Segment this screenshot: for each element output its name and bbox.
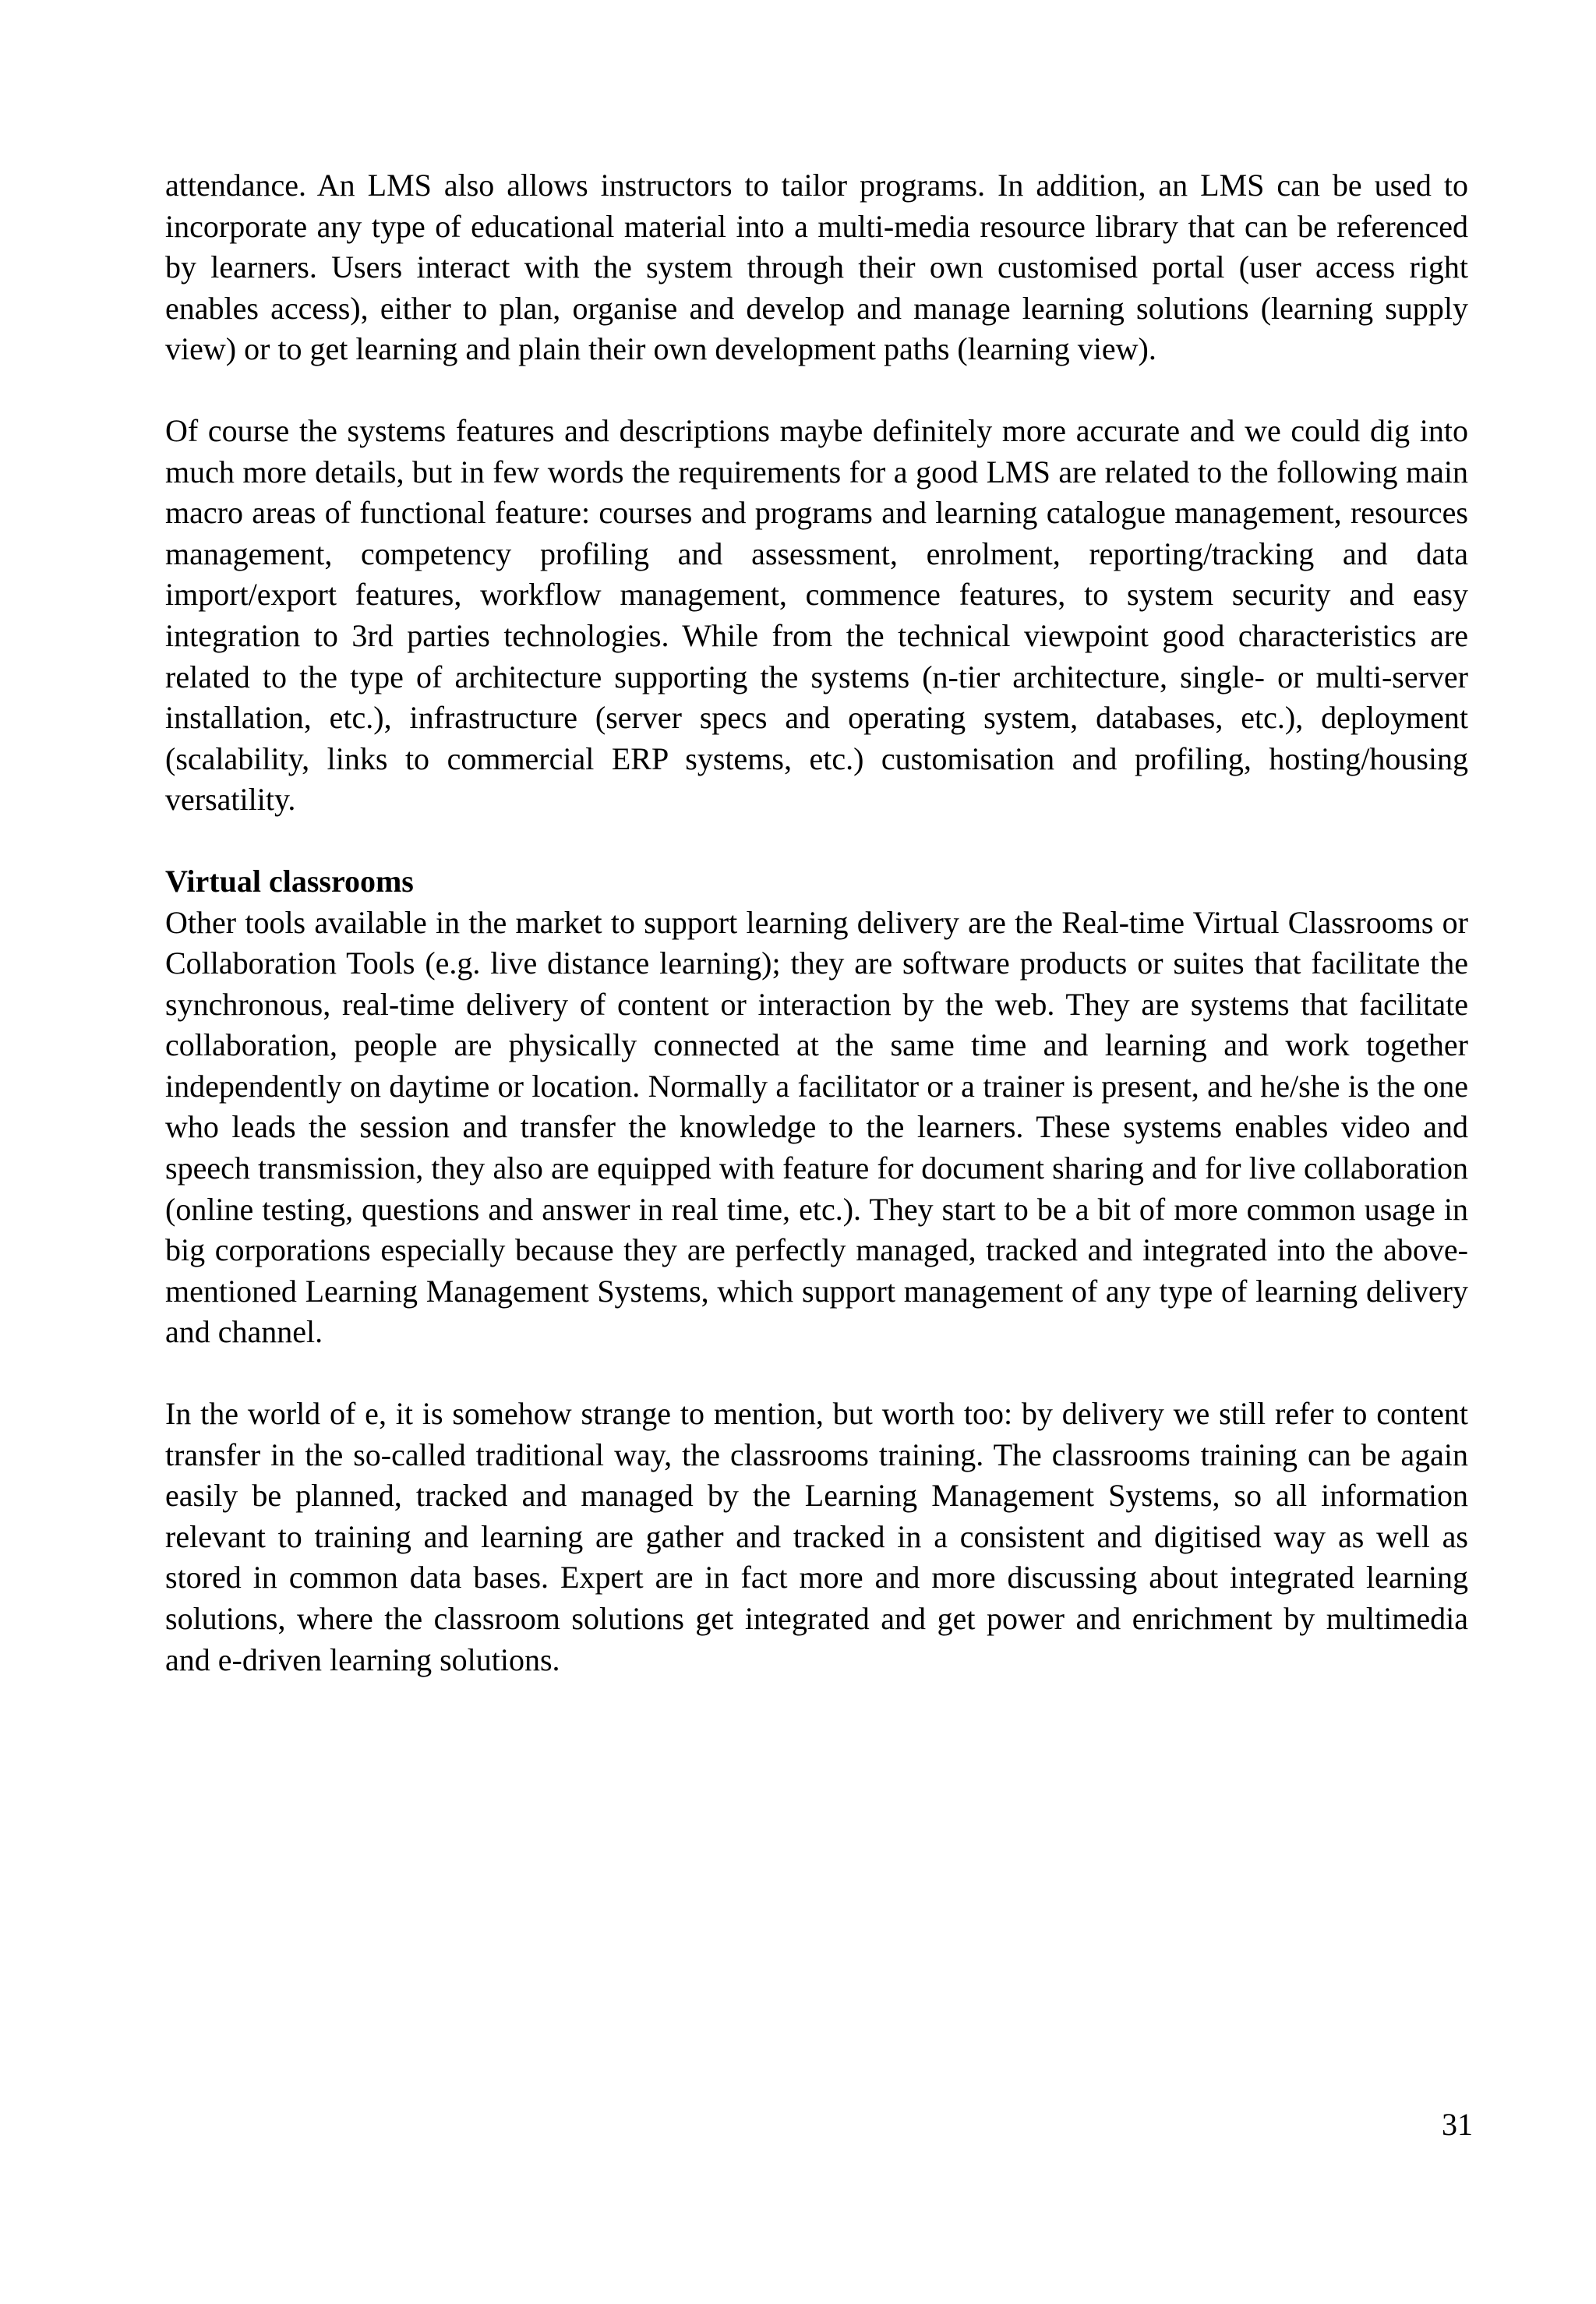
- paragraph-lms-requirements: Of course the systems features and descriptions maybe definitely more accurate and we could dig into much more details, but in few words the requirements for a good LMS are related to the following main macro areas of functional feature: courses and programs and learning catalogue management, resources management, competency profiling and assessment, enrolment, reporting/tracking and data import/export features, workflow management, commence features, to system security and easy integration to 3rd parties technologies. While from the technical viewpoint good characteristics are related to the type of architecture supporting the systems (n-tier architecture, single- or multi-server installation, etc.), infrastructure (server specs and operating system, databases, etc.), deployment (scalability, links to commercial ERP systems, etc.) customisation and profiling, hosting/housing versatility.: [165, 412, 1468, 818]
- paragraph-virtual-classrooms: Other tools available in the market to support learning delivery are the Real-time Virtual Classrooms or Collaboration Tools (e.g. live distance learning); they are software products or suites that facilitate the synchronous, real-time delivery of content or interaction by the web. They are systems that facilitate collaboration, people are physically connected at the same time and learning and work together independently on daytime or location. Normally a facilitator or a trainer is present, and he/she is the one who leads the session and transfer the knowledge to the learners. These systems enables video and speech transmission, they also are equipped with feature for document sharing and for live collaboration (online testing, questions and answer in real time, etc.). They start to be a bit of more common usage in big corporations especially because they are perfectly managed, tracked and integrated into the above-mentioned Learning Management Systems, which support management of any type of learning delivery and channel.: [165, 904, 1468, 1350]
- paragraph-lms-features: attendance. An LMS also allows instructors to tailor programs. In addition, an LMS can be used to incorporate any type of educational material into a multi-media resource library that can be referenced by learners. Users interact with the system through their own customised portal (user access right enables access), either to plan, organise and develop and manage learning solutions (learning supply view) or to get learning and plain their own development paths (learning view).: [165, 168, 1468, 367]
- page-body: [165, 165, 1468, 1680]
- section-heading-virtual-classrooms: Virtual classrooms: [165, 863, 414, 899]
- page-number: 31: [1442, 2107, 1473, 2142]
- paragraph-classroom-training: In the world of e, it is somehow strange to mention, but worth too: by delivery we still refer to content transfer in the so-called traditional way, the classrooms training. The classrooms training can be again easily be planned, tracked and managed by the Learning Management Systems, so all information relevant to training and learning are gather and tracked in a consistent and digitised way as well as stored in common data bases. Expert are in fact more and more discussing about integrated learning solutions, where the classroom solutions get integrated and get power and enrichment by multimedia and e-driven learning solutions.: [165, 1396, 1468, 1677]
